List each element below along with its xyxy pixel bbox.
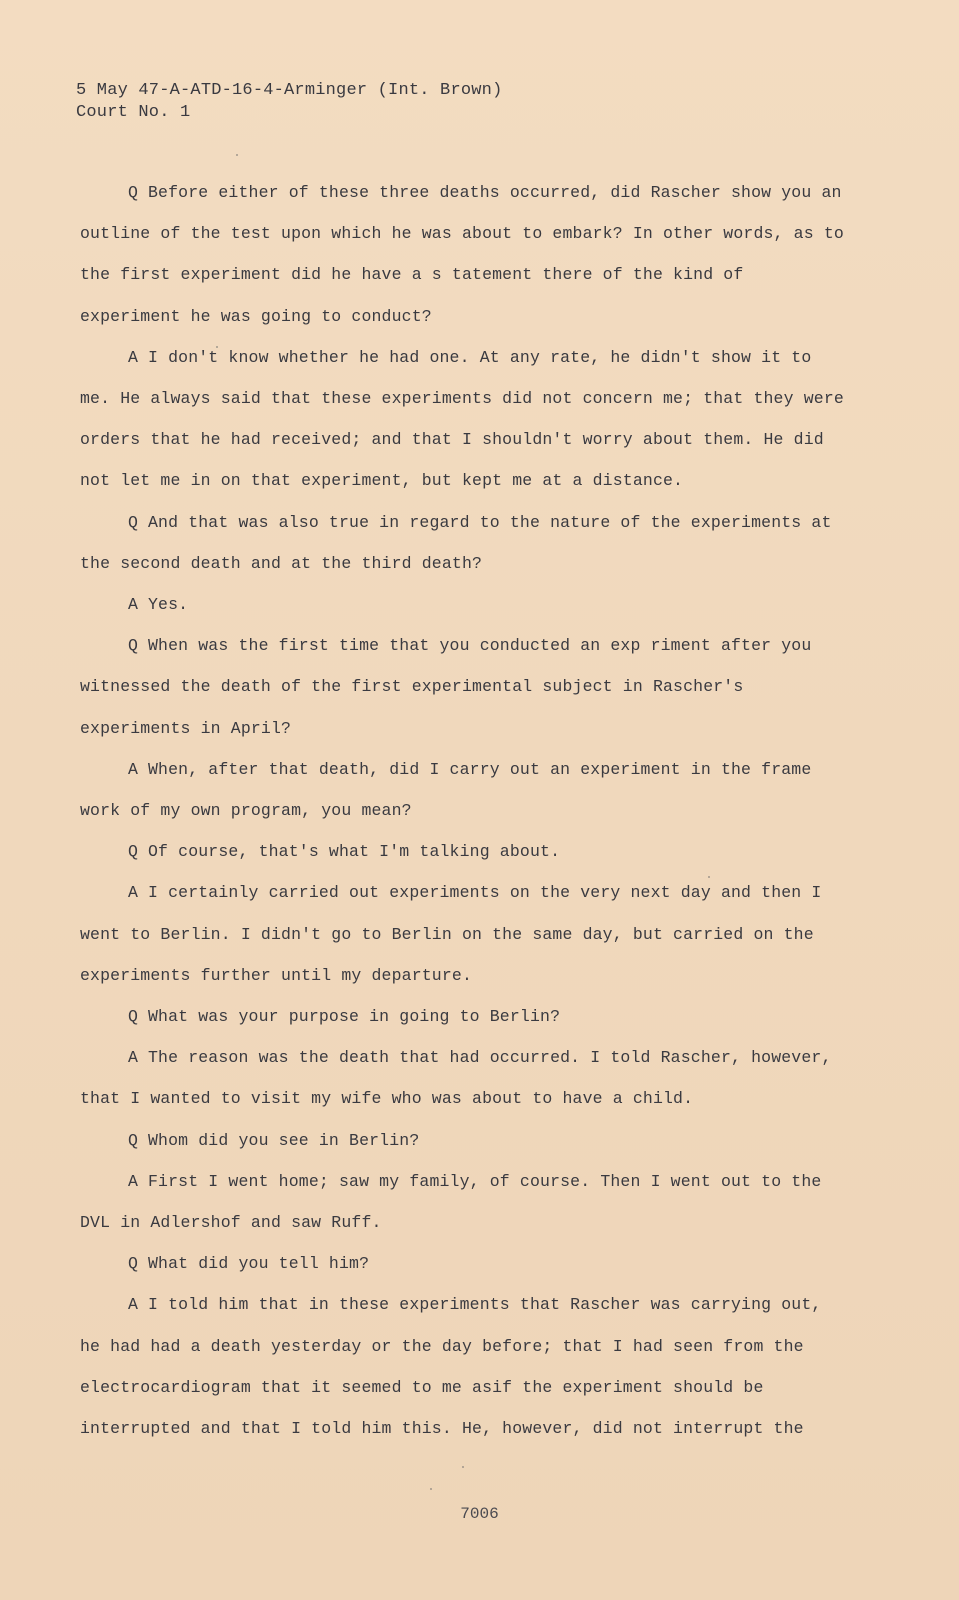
speaker-label: A (128, 1295, 139, 1315)
court-number: Court No. 1 (76, 103, 191, 122)
paragraph-text: What did you tell him? (148, 1254, 370, 1274)
speaker-label: Q (128, 1007, 139, 1027)
transcript-paragraph (80, 172, 850, 337)
paragraph-text: What was your purpose in going to Berlin? (148, 1007, 561, 1027)
speaker-label: A (128, 759, 139, 779)
speaker-label: Q (128, 1254, 139, 1274)
paragraph-text: Before either of these three deaths occurred, did Rascher show you an outline of the test upon which he was about to embark? In other words, as to the first experiment did he have a s tatement there of the kind of experiment he was going to conduct? (80, 183, 844, 326)
transcript-paragraph (80, 1037, 850, 1119)
page-number: 7006 (460, 1505, 499, 1523)
transcript-paragraph (80, 502, 850, 584)
transcript-paragraph (80, 1161, 850, 1243)
speaker-label: Q (128, 183, 139, 202)
speaker-label: A (128, 595, 139, 615)
speaker-label: A (128, 1048, 139, 1068)
speaker-label: Q (128, 512, 139, 532)
transcript-paragraph (80, 1120, 850, 1161)
paragraph-text: And that was also true in regard to the nature of the experiments at the second death and at the third death? (80, 512, 832, 573)
paper-speck (708, 876, 710, 878)
transcript-paragraph (80, 1243, 850, 1284)
speaker-label: A (128, 883, 139, 903)
transcript-paragraph (80, 337, 850, 502)
transcript-body (80, 172, 850, 1449)
speaker-label: Q (128, 636, 139, 656)
paragraph-text: Of course, that's what I'm talking about. (148, 842, 561, 862)
paragraph-text: Whom did you see in Berlin? (148, 1130, 420, 1150)
transcript-paragraph (80, 996, 850, 1037)
document-header (76, 80, 502, 124)
speaker-label: Q (128, 1130, 139, 1150)
speaker-label: Q (128, 842, 139, 862)
paragraph-text: I certainly carried out experiments on the very next day and then I went to Berlin. I didn't go to Berlin on the same day, but carried on the experiments further until my departure. (80, 883, 822, 985)
paragraph-text: When, after that death, did I carry out an experiment in the frame work of my own program, you mean? (80, 759, 812, 821)
paragraph-text: The reason was the death that had occurred. I told Rascher, however, that I wanted to visit my wife who was about to have a child. (80, 1048, 832, 1109)
case-reference: 5 May 47-A-ATD-16-4-Arminger (Int. Brown) (76, 81, 503, 100)
paper-speck (216, 346, 218, 348)
paper-speck (430, 1488, 432, 1490)
transcript-paragraph (80, 584, 850, 625)
transcript-paragraph (80, 625, 850, 749)
transcript-paragraph (80, 831, 850, 872)
speaker-label: A (128, 1171, 139, 1191)
paragraph-text: When was the first time that you conducted an exp riment after you witnessed the death of the first experimental subject in Rascher's experiments in April? (80, 636, 812, 738)
transcript-paragraph (80, 872, 850, 996)
paper-speck (236, 154, 238, 156)
transcript-paragraph (80, 1284, 850, 1449)
paragraph-text: I told him that in these experiments that Rascher was carrying out, he had had a death yesterday or the day before; that I had seen from the electrocardiogram that it seemed to me asif the experiment should be interrupted and that I told him this. He, however, did not interrupt the (80, 1295, 822, 1439)
paragraph-text: I don't know whether he had one. At any rate, he didn't show it to me. He always said that these experiments did not concern me; that they were orders that he had received; and that I shouldn't worry about them. He did not let me in on that experiment, but kept me at a distance. (80, 347, 844, 491)
paragraph-text: First I went home; saw my family, of course. Then I went out to the DVL in Adlershof and saw Ruff. (80, 1171, 822, 1233)
transcript-paragraph (80, 749, 850, 831)
paragraph-text: Yes. (148, 595, 189, 615)
speaker-label: A (128, 347, 139, 367)
paper-speck (462, 1466, 464, 1468)
